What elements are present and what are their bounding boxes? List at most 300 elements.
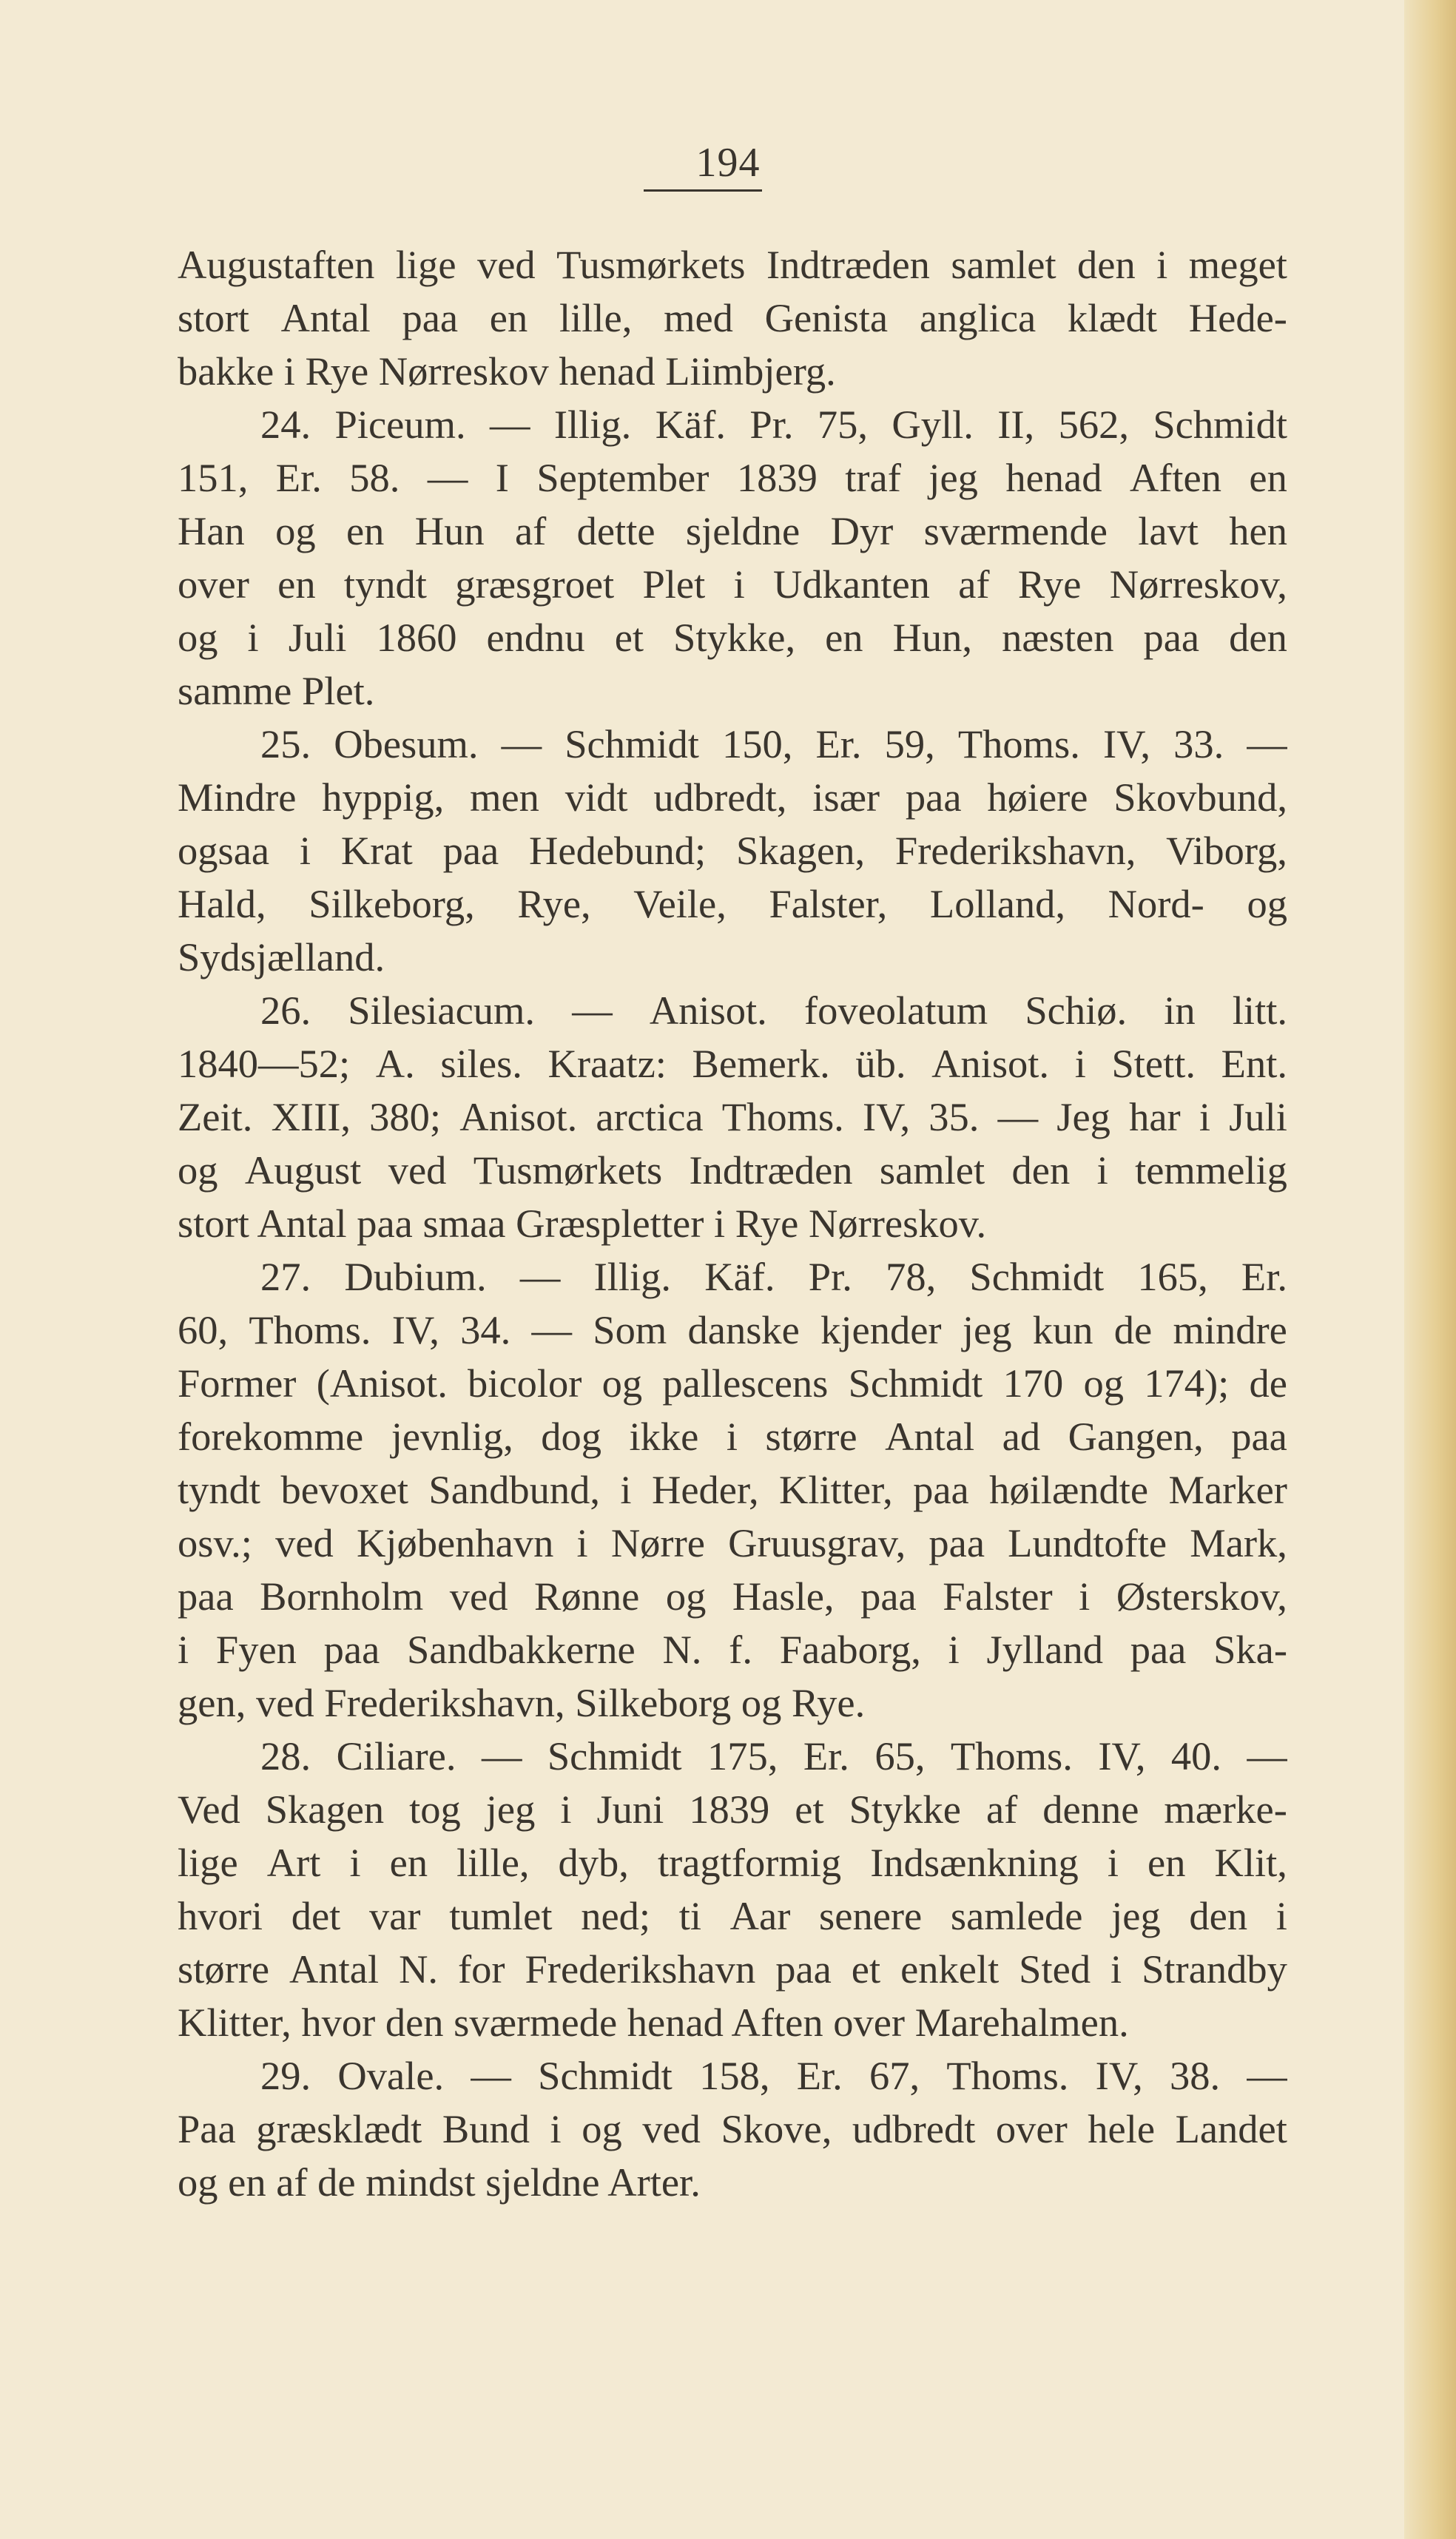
word: 165, xyxy=(1137,1254,1208,1299)
word: de xyxy=(1113,1307,1153,1352)
word: en xyxy=(825,615,863,660)
word: anglica xyxy=(919,295,1037,340)
word: sjeldne xyxy=(685,508,801,553)
text-line xyxy=(178,1889,1287,1943)
text-line xyxy=(178,2049,1287,2103)
word: hele xyxy=(1088,2106,1156,2151)
word: Former xyxy=(178,1360,297,1406)
word: endnu xyxy=(486,615,585,660)
word: paa xyxy=(1231,1414,1287,1459)
word: Anisot. xyxy=(649,988,767,1033)
word: mindre xyxy=(1173,1307,1287,1352)
word: Heder, xyxy=(651,1467,759,1512)
word: Ovale. xyxy=(337,2053,445,2098)
word: in xyxy=(1164,988,1196,1033)
word: og xyxy=(582,2106,622,2151)
word: Frederikshavn xyxy=(525,1946,756,1992)
word: traf xyxy=(845,455,901,500)
word: tyndt xyxy=(178,1467,261,1512)
word: 151, xyxy=(178,455,249,500)
word: — xyxy=(427,455,468,500)
word: — xyxy=(471,2053,511,2098)
word: 562, xyxy=(1058,402,1129,447)
text-line xyxy=(178,558,1287,611)
word: Falster xyxy=(943,1574,1053,1619)
word: over xyxy=(178,562,249,607)
word: Indtræden xyxy=(689,1147,853,1193)
word: 35. xyxy=(928,1094,980,1139)
word: og xyxy=(178,615,218,660)
word: og xyxy=(1247,881,1287,926)
word: i xyxy=(1110,1946,1122,1992)
word: det xyxy=(291,1893,341,1938)
text-line xyxy=(178,238,1287,291)
body-text xyxy=(178,238,1287,2209)
word: kun xyxy=(1032,1307,1093,1352)
word: — xyxy=(1247,2053,1287,2098)
word: Skovbund, xyxy=(1113,775,1287,820)
word: lille, xyxy=(456,1840,530,1885)
word: — xyxy=(531,1307,573,1352)
word: Paa xyxy=(178,2106,236,2151)
word: Ent. xyxy=(1221,1041,1287,1086)
word: IV, xyxy=(1095,2053,1143,2098)
word: en xyxy=(1147,1840,1186,1885)
word: Stett. xyxy=(1111,1041,1196,1086)
word: henad xyxy=(1005,455,1102,500)
word: Antal xyxy=(289,1946,380,1992)
word: og xyxy=(178,1147,218,1193)
word: jevnlig, xyxy=(391,1414,513,1459)
page-edge xyxy=(1404,0,1456,2539)
word: paa xyxy=(442,828,499,873)
word: tragtformig xyxy=(657,1840,842,1885)
word: et xyxy=(795,1787,824,1832)
word: üb. xyxy=(855,1041,906,1086)
text-line xyxy=(178,1144,1287,1197)
text-line xyxy=(178,1410,1287,1463)
word: arctica xyxy=(596,1094,704,1139)
word: Aften xyxy=(1129,455,1221,500)
word: Er. xyxy=(803,1733,849,1778)
text-line xyxy=(178,877,1287,931)
word: denne xyxy=(1042,1787,1139,1832)
word: udbredt xyxy=(852,2106,976,2151)
text-line xyxy=(178,611,1287,664)
text-line: bakke i Rye Nørreskov henad Liimbjerg. xyxy=(178,348,836,394)
text-line xyxy=(178,1730,1287,1783)
word: 1860 xyxy=(376,615,457,660)
word: litt. xyxy=(1232,988,1287,1033)
word: med xyxy=(664,295,733,340)
text-line xyxy=(178,1570,1287,1623)
word: over xyxy=(995,2106,1068,2151)
word: 24. xyxy=(260,402,311,447)
word: Stykke, xyxy=(673,615,796,660)
word: — xyxy=(489,402,530,447)
word: 1840—52; xyxy=(178,1041,351,1086)
word: Schiø. xyxy=(1025,988,1128,1033)
word: Plet xyxy=(642,562,706,607)
word: paa xyxy=(1143,615,1200,660)
word: Nord- xyxy=(1108,881,1204,926)
word: lige xyxy=(178,1840,238,1885)
word: græsgroet xyxy=(455,562,615,607)
word: I xyxy=(495,455,509,500)
word: paa xyxy=(905,775,962,820)
text-line xyxy=(178,1943,1287,1996)
word: 67, xyxy=(869,2053,920,2098)
word: paa xyxy=(402,295,459,340)
word: XIII, xyxy=(271,1094,351,1139)
word: hvori xyxy=(178,1893,263,1938)
word: Mark, xyxy=(1190,1520,1287,1565)
word: et xyxy=(851,1946,881,1992)
word: paa xyxy=(1130,1627,1187,1672)
word: lige xyxy=(395,242,456,287)
word: Rønne xyxy=(533,1574,640,1619)
text-line: Sydsjælland. xyxy=(178,934,385,979)
word: samlet xyxy=(879,1147,985,1193)
text-line: samme Plet. xyxy=(178,668,375,713)
word: Pr. xyxy=(808,1254,852,1299)
word: i xyxy=(733,562,745,607)
word: A. xyxy=(375,1041,415,1086)
word: Indtræden xyxy=(766,242,930,287)
word: Rye, xyxy=(517,881,591,926)
word: var xyxy=(368,1893,421,1938)
word: dog xyxy=(541,1414,601,1459)
word: den xyxy=(1011,1147,1071,1193)
word: 170 xyxy=(1002,1360,1064,1406)
word: især xyxy=(812,775,880,820)
word: jeg xyxy=(485,1787,536,1832)
text-line xyxy=(178,771,1287,824)
word: den xyxy=(1189,1893,1248,1938)
word: Er. xyxy=(1241,1254,1287,1299)
word: Hasle, xyxy=(732,1574,835,1619)
word: Anisot. xyxy=(459,1094,578,1139)
word: Rye xyxy=(1017,562,1082,607)
word: af xyxy=(985,1787,1018,1832)
page-number-underline xyxy=(644,189,762,192)
word: har xyxy=(1129,1094,1181,1139)
word: Obesum. xyxy=(334,721,479,766)
word: paa xyxy=(775,1946,832,1992)
word: Piceum. xyxy=(334,402,466,447)
word: 26. xyxy=(260,988,311,1033)
word: Augustaften xyxy=(178,242,375,287)
word: osv.; xyxy=(178,1520,252,1565)
word: Genista xyxy=(764,295,889,340)
word: Lolland, xyxy=(929,881,1066,926)
word: 65, xyxy=(874,1733,926,1778)
word: Käf. xyxy=(704,1254,775,1299)
word: i xyxy=(1275,1893,1287,1938)
word: Zeit. xyxy=(178,1094,253,1139)
word: jeg xyxy=(928,455,978,500)
word: og xyxy=(601,1360,643,1406)
word: 59, xyxy=(884,721,935,766)
word: 25. xyxy=(260,721,311,766)
word: Ska- xyxy=(1213,1627,1287,1672)
word: — xyxy=(1247,721,1287,766)
word: Klit, xyxy=(1214,1840,1287,1885)
word: græsklædt xyxy=(256,2106,422,2151)
word: ved xyxy=(449,1574,508,1619)
text-line xyxy=(178,451,1287,505)
text-line xyxy=(178,1783,1287,1836)
word: Jeg xyxy=(1056,1094,1110,1139)
word: N. xyxy=(662,1627,702,1672)
word: dyb, xyxy=(558,1840,629,1885)
word: Fyen xyxy=(215,1627,297,1672)
word: Illig. xyxy=(593,1254,672,1299)
word: høiere xyxy=(987,775,1088,820)
word: i xyxy=(247,615,259,660)
word: i xyxy=(560,1787,572,1832)
word: — xyxy=(519,1254,561,1299)
word: Schmidt xyxy=(564,721,699,766)
word: Juni xyxy=(596,1787,664,1832)
word: Thoms. xyxy=(957,721,1080,766)
word: de xyxy=(1249,1360,1287,1406)
word: — xyxy=(997,1094,1039,1139)
word: Hald, xyxy=(178,881,266,926)
word: Veile, xyxy=(633,881,727,926)
word: 75, xyxy=(817,402,868,447)
word: paa xyxy=(860,1574,917,1619)
page-number: 194 xyxy=(695,140,761,186)
word: Nørreskov, xyxy=(1109,562,1287,607)
text-line: gen, ved Frederikshavn, Silkeborg og Rye. xyxy=(178,1680,866,1725)
word: i xyxy=(620,1467,632,1512)
word: ogsaa xyxy=(178,828,270,873)
word: Anisot. xyxy=(931,1041,1050,1086)
word: Silesiacum. xyxy=(348,988,536,1033)
word: Mindre xyxy=(178,775,297,820)
word: Skagen xyxy=(265,1787,385,1832)
word: Sted xyxy=(1019,1946,1091,1992)
word: Klitter, xyxy=(778,1467,893,1512)
word: hen xyxy=(1229,508,1287,553)
word: i xyxy=(576,1520,588,1565)
text-line xyxy=(178,1517,1287,1570)
word: paa xyxy=(323,1627,380,1672)
word: ved xyxy=(275,1520,334,1565)
word: Gangen, xyxy=(1068,1414,1204,1459)
text-line xyxy=(178,984,1287,1037)
text-line xyxy=(178,824,1287,877)
word: Juli xyxy=(1229,1094,1287,1139)
word: ikke xyxy=(629,1414,699,1459)
text-line xyxy=(178,1304,1287,1357)
text-line: og en af de mindst sjeldne Arter. xyxy=(178,2159,701,2205)
word: ned; xyxy=(581,1893,651,1938)
word: en xyxy=(277,562,316,607)
word: II, xyxy=(997,402,1035,447)
text-line xyxy=(178,1090,1287,1144)
text-line: Klitter, hvor den sværmede henad Aften over Marehalmen. xyxy=(178,2000,1129,2045)
text-line: stort Antal paa smaa Græspletter i Rye Nørreskov. xyxy=(178,1201,987,1246)
word: bevoxet xyxy=(280,1467,408,1512)
word: 58. xyxy=(349,455,400,500)
word: danske xyxy=(687,1307,800,1352)
word: Pr. xyxy=(749,402,794,447)
word: Gruusgrav, xyxy=(728,1520,906,1565)
word: N. xyxy=(399,1946,439,1992)
word: Ved xyxy=(178,1787,240,1832)
word: Silkeborg, xyxy=(309,881,475,926)
word: kjender xyxy=(820,1307,942,1352)
word: mærke- xyxy=(1164,1787,1287,1832)
word: en xyxy=(1249,455,1287,500)
text-line xyxy=(178,1836,1287,1889)
word: meget xyxy=(1188,242,1287,287)
word: og xyxy=(1083,1360,1124,1406)
word: 60, xyxy=(178,1307,229,1352)
word: Bemerk. xyxy=(692,1041,830,1086)
word: Tusmørkets xyxy=(473,1147,663,1193)
word: den xyxy=(1077,242,1136,287)
word: Østerskov, xyxy=(1116,1574,1287,1619)
word: Bund xyxy=(442,2106,530,2151)
word: foveolatum xyxy=(803,988,988,1033)
word: Dyr xyxy=(830,508,894,553)
word: for xyxy=(457,1946,505,1992)
word: jeg xyxy=(1111,1893,1161,1938)
word: i xyxy=(349,1840,361,1885)
word: ved xyxy=(476,242,536,287)
word: 1839 xyxy=(689,1787,770,1832)
word: siles. xyxy=(440,1041,522,1086)
word: Hun, xyxy=(892,615,973,660)
word: Viborg, xyxy=(1166,828,1287,873)
word: Schmidt xyxy=(969,1254,1105,1299)
word: Som xyxy=(593,1307,667,1352)
word: 380; xyxy=(369,1094,442,1139)
word: samlede xyxy=(950,1893,1083,1938)
word: en xyxy=(489,295,528,340)
word: høilændte xyxy=(989,1467,1149,1512)
word: Käf. xyxy=(655,402,727,447)
word: IV, xyxy=(862,1094,911,1139)
word: stort xyxy=(178,295,249,340)
word: større xyxy=(178,1946,270,1992)
word: Falster, xyxy=(769,881,888,926)
word: pallescens xyxy=(662,1360,829,1406)
word: senere xyxy=(819,1893,923,1938)
word: 27. xyxy=(260,1254,311,1299)
word: en xyxy=(346,508,385,553)
word: udbredt, xyxy=(653,775,787,820)
word: jeg xyxy=(962,1307,1012,1352)
word: 33. xyxy=(1173,721,1224,766)
word: Marker xyxy=(1168,1467,1287,1512)
word: Frederikshavn, xyxy=(894,828,1136,873)
word: Art xyxy=(266,1840,321,1885)
word: lavt xyxy=(1138,508,1199,553)
word: i xyxy=(550,2106,562,2151)
word: — xyxy=(1247,1733,1287,1778)
word: Skagen, xyxy=(736,828,866,873)
word: ad xyxy=(1002,1414,1041,1459)
text-line xyxy=(178,1357,1287,1410)
word: dette xyxy=(576,508,655,553)
text-line xyxy=(178,398,1287,451)
word: i xyxy=(1096,1147,1108,1193)
word: sværmende xyxy=(923,508,1108,553)
word: ved xyxy=(388,1147,447,1193)
word: (Anisot. xyxy=(316,1360,448,1406)
word: temmelig xyxy=(1135,1147,1287,1193)
word: en xyxy=(389,1840,428,1885)
word: — xyxy=(501,721,542,766)
word: Er. xyxy=(796,2053,843,2098)
word: IV, xyxy=(1098,1733,1146,1778)
word: September xyxy=(536,455,710,500)
word: Schmidt xyxy=(538,2053,673,2098)
word: større xyxy=(765,1414,857,1459)
word: hyppig, xyxy=(322,775,445,820)
word: Schmidt xyxy=(1153,402,1287,447)
word: Aar xyxy=(729,1893,791,1938)
text-line xyxy=(178,1623,1287,1676)
word: i xyxy=(1199,1094,1210,1139)
word: 38. xyxy=(1170,2053,1221,2098)
word: Antal xyxy=(885,1414,975,1459)
word: 34. xyxy=(460,1307,511,1352)
word: Han xyxy=(178,508,245,553)
word: i xyxy=(178,1627,189,1672)
word: Hede- xyxy=(1188,295,1287,340)
word: et xyxy=(614,615,644,660)
word: i xyxy=(726,1414,738,1459)
word: Er. xyxy=(275,455,322,500)
word: vidt xyxy=(564,775,628,820)
word: i xyxy=(1156,242,1168,287)
word: 29. xyxy=(260,2053,311,2098)
word: Lundtofte xyxy=(1008,1520,1167,1565)
word: tyndt xyxy=(343,562,427,607)
word: Illig. xyxy=(553,402,632,447)
word: og xyxy=(275,508,316,553)
word: Bornholm xyxy=(260,1574,424,1619)
word: Strandby xyxy=(1142,1946,1287,1992)
word: Sandbund, xyxy=(428,1467,601,1512)
word: 158, xyxy=(699,2053,770,2098)
word: 78, xyxy=(886,1254,937,1299)
text-line xyxy=(178,2103,1287,2156)
word: Stykke xyxy=(849,1787,961,1832)
word: af xyxy=(958,562,990,607)
word: i xyxy=(1079,1574,1091,1619)
word: Thoms. xyxy=(249,1307,371,1352)
word: paa xyxy=(928,1520,985,1565)
word: 150, xyxy=(721,721,793,766)
word: samlet xyxy=(951,242,1056,287)
word: Indsænkning xyxy=(870,1840,1079,1885)
word: Juli xyxy=(288,615,347,660)
word: Thoms. xyxy=(946,2053,1069,2098)
word: Schmidt xyxy=(848,1360,983,1406)
text-line xyxy=(178,718,1287,771)
word: — xyxy=(572,988,613,1033)
word: i xyxy=(1074,1041,1086,1086)
word: Nørre xyxy=(610,1520,705,1565)
word: 174); xyxy=(1144,1360,1230,1406)
word: forekomme xyxy=(178,1414,364,1459)
